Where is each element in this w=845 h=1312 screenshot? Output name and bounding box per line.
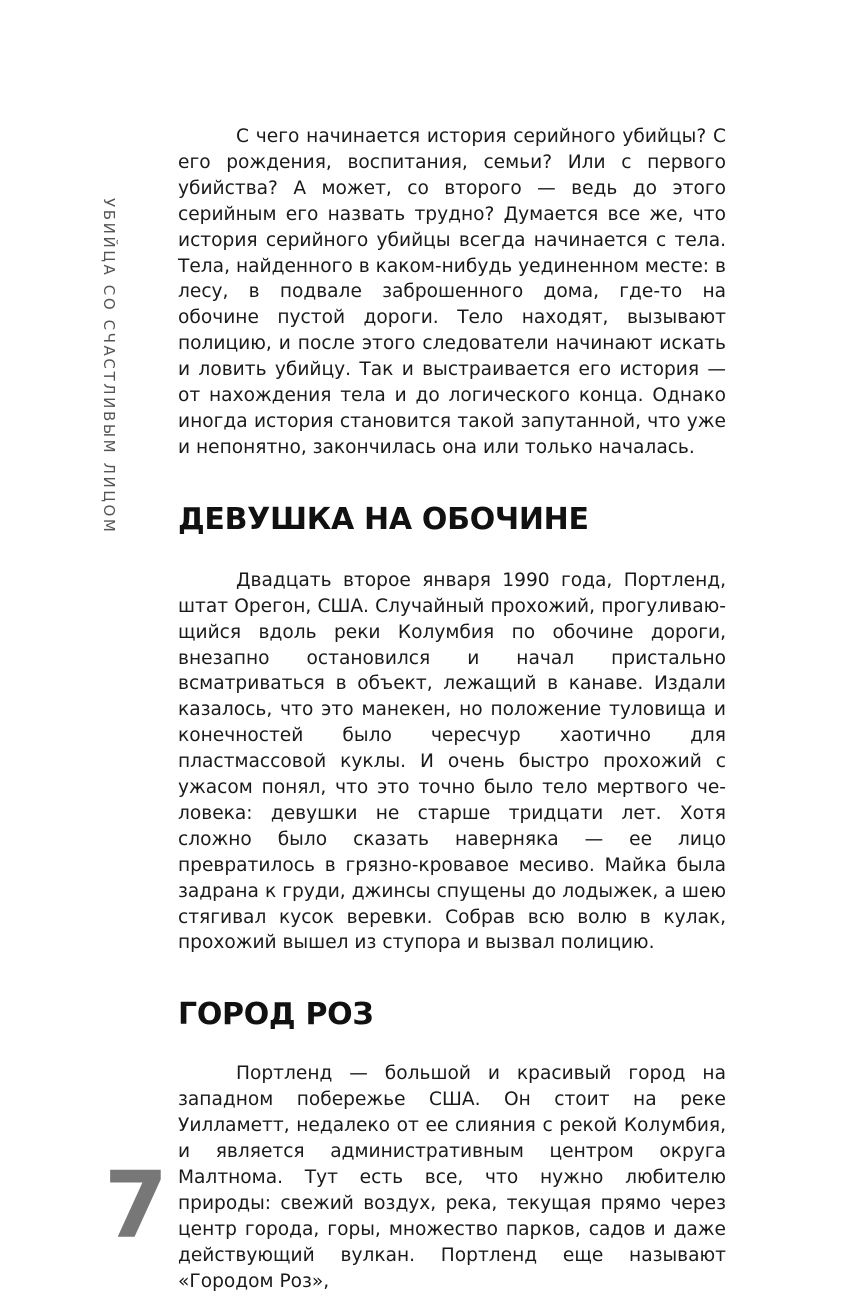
running-head: УБИЙЦА СО СЧАСТЛИВЫМ ЛИЦОМ [100,198,118,535]
section-heading-girl-on-roadside: ДЕВУШКА НА ОБОЧИНЕ [178,501,589,537]
city-of-roses-paragraph: Портленд — большой и красивый город на западном побережье США. Он стоит на реке Уилламетт, недалеко от ее слияния с рекой Колумбия, и является административным центром округа Малтнома. Тут есть все, что нужно любителю природы: свежий воздух, река, текущая прямо через центр города, горы, множество парков, садов и даже действующий вулкан. Портленд еще называют «Городом Роз», [178,1063,726,1292]
girl-on-roadside-paragraph: Двадцать второе января 1990 года, Портленд, штат Орегон, США. Случайный прохожий, прогуливающийся вдоль реки Колумбия по обочине дороги, внезапно остановился и начал пристально всматриваться в объект, лежащий в канаве. Издали казалось, что это манекен, но положение туловища и конечностей было чересчур хаотично для пластмассовой куклы. И очень быстро прохожий с ужасом понял, что это точно было тело мертвого человека: девушки не старше тридцати лет. Хотя сложно было сказать наверняка — ее лицо превратилось в грязно-кровавое месиво. Майка была задрана к груди, джинсы спущены до лодыжек, а шею стягивал кусок веревки. Собрав всю волю в кулак, прохожий вышел из ступора и вызвал полицию. [178,569,726,954]
section-heading-city-of-roses: ГОРОД РОЗ [178,997,374,1033]
page-number: 7 [104,1152,169,1259]
intro-paragraph: С чего начинается история серийного убийцы? С его рождения, воспитания, семьи? Или с первого убийства? А может, со второго — ведь до этого серийным его назвать трудно? Думается все же, что история серийного убийцы всегда начинается с тела. Тела, найденного в каком-нибудь уединенном месте: в лесу, в подвале заброшенного дома, где-то на обочине пустой дороги. Тело находят, вызывают полицию, и после этого следователи начинают искать и ловить убийцу. Так и выстраивается его история — от нахождения тела и до логического конца. Однако иногда история становится такой запутанной, что уже и непонятно, закончилась она или только началась. [178,126,726,458]
page-body [178,124,726,1295]
